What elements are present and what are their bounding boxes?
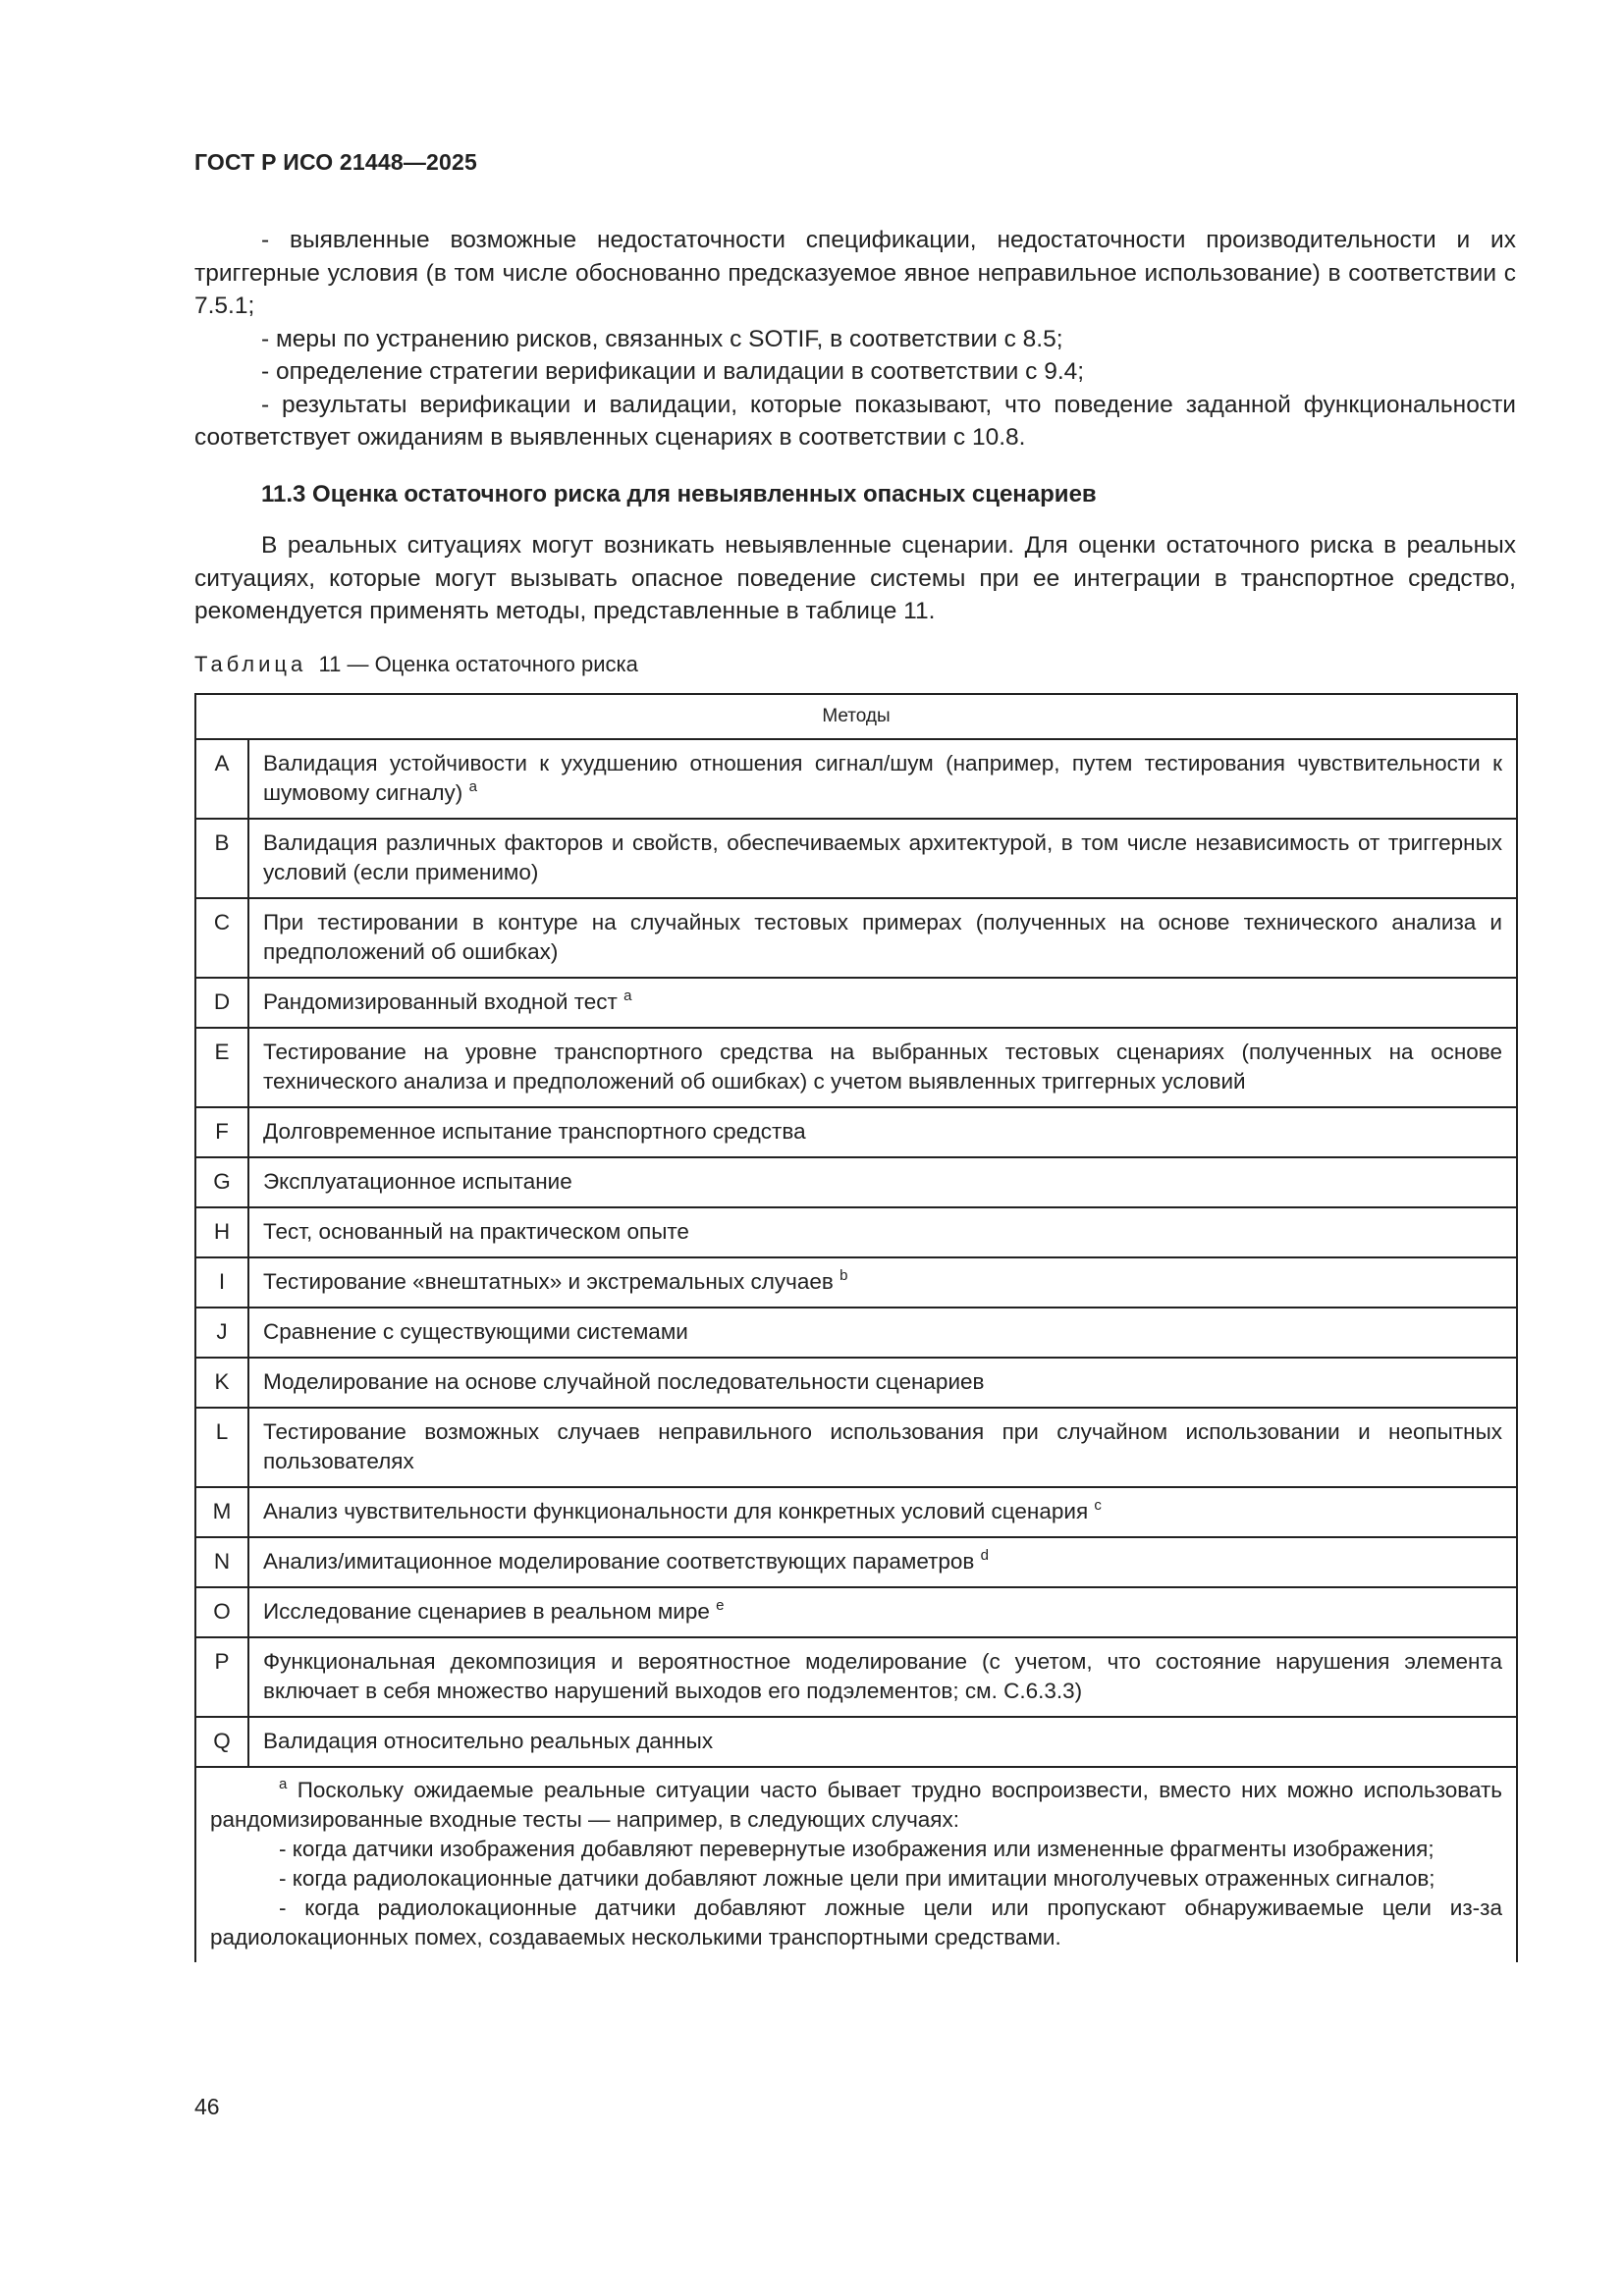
table-row (195, 1408, 1517, 1487)
method-description (248, 1637, 1517, 1717)
footnote-item: - когда датчики изображения добавляют перевернутые изображения или измененные фрагменты изображения; (279, 1837, 1435, 1861)
method-description (248, 1487, 1517, 1537)
method-letter: O (195, 1587, 248, 1637)
table-row (195, 1717, 1517, 1767)
list-item: - результаты верификации и валидации, которые показывают, что поведение заданной функциональности соответствует ожиданиям в выявленных сценариях в соответствии с 10.8. (194, 391, 1516, 451)
method-note-mark: c (1094, 1497, 1102, 1514)
table-row (195, 1207, 1517, 1257)
table-row (195, 739, 1517, 819)
method-letter: F (195, 1107, 248, 1157)
method-letter: B (195, 819, 248, 898)
table-row (195, 1157, 1517, 1207)
method-text: Анализ/имитационное моделирование соответствующих параметров (263, 1549, 975, 1574)
list-item: - определение стратегии верификации и валидации в соответствии с 9.4; (261, 358, 1085, 385)
method-letter: I (195, 1257, 248, 1308)
method-description (248, 978, 1517, 1028)
method-note-mark: a (468, 778, 477, 795)
method-letter: C (195, 898, 248, 978)
footnote-text: $^a$ Поскольку ожидаемые реальные ситуации часто бывает трудно воспроизвести, вместо них можно использовать рандомизированные входные тесты — например, в следующих случаях: (210, 1776, 1502, 1832)
method-text: Моделирование на основе случайной последовательности сценариев (263, 1369, 985, 1394)
section-heading: 11.3 Оценка остаточного риска для невыявленных опасных сценариев (261, 481, 1097, 507)
method-text: Тестирование на уровне транспортного средства на выбранных тестовых сценариях (полученных на основе технического анализа и предположений об ошибках) с учетом выявленных триггерных условий (263, 1040, 1502, 1094)
table-row (195, 1358, 1517, 1408)
method-letter: A (195, 739, 248, 819)
method-text: Функциональная декомпозиция и вероятностное моделирование (с учетом, что состояние нарушения элемента включает в себя множество нарушений выходов его подэлементов; см. С.6.3.3) (263, 1649, 1502, 1703)
method-text: Сравнение с существующими системами (263, 1319, 688, 1344)
method-description (248, 1358, 1517, 1408)
intro-list (194, 224, 1516, 454)
table-caption (194, 652, 638, 677)
method-description (248, 1157, 1517, 1207)
method-description (248, 1207, 1517, 1257)
footnote-item: - когда радиолокационные датчики добавляют ложные цели при имитации многолучевых отраженных сигналов; (279, 1866, 1435, 1891)
method-description (248, 1717, 1517, 1767)
method-description (248, 898, 1517, 978)
method-text: Долговременное испытание транспортного средства (263, 1119, 806, 1144)
method-letter: Q (195, 1717, 248, 1767)
list-item: - выявленные возможные недостаточности спецификации, недостаточности производительности и их триггерные условия (в том числе обоснованно предсказуемое явное неправильное использование) в соответствии с 7.5.1; (194, 227, 1516, 319)
method-letter: D (195, 978, 248, 1028)
method-text: Тест, основанный на практическом опыте (263, 1219, 689, 1244)
method-text: Рандомизированный входной тест (263, 989, 618, 1014)
method-note-mark: d (980, 1547, 989, 1564)
footnote-row (195, 1767, 1517, 1962)
table-row (195, 898, 1517, 978)
methods-table (194, 693, 1518, 1962)
method-text: Валидация различных факторов и свойств, обеспечиваемых архитектурой, в том числе независимость от триггерных условий (если применимо) (263, 830, 1502, 884)
table-header-row (195, 694, 1517, 739)
method-description (248, 1028, 1517, 1107)
section-paragraph-block (194, 529, 1516, 628)
method-note-mark: b (839, 1267, 848, 1284)
method-letter: M (195, 1487, 248, 1537)
method-letter: P (195, 1637, 248, 1717)
method-note-mark: e (716, 1597, 725, 1614)
table-row (195, 1107, 1517, 1157)
method-description (248, 819, 1517, 898)
footnote-item: - когда радиолокационные датчики добавляют ложные цели или пропускают обнаруживаемые цели из-за радиолокационных помех, создаваемых несколькими транспортными средствами. (210, 1896, 1502, 1949)
method-description (248, 1587, 1517, 1637)
section-paragraph: В реальных ситуациях могут возникать невыявленные сценарии. Для оценки остаточного риска в реальных ситуациях, которые могут вызывать опасное поведение системы при ее интеграции в транспортное средство, рекомендуется применять методы, представленные в таблице 11. (194, 532, 1516, 624)
method-letter: G (195, 1157, 248, 1207)
method-letter: N (195, 1537, 248, 1587)
list-item: - меры по устранению рисков, связанных с SOTIF, в соответствии с 8.5; (261, 325, 1063, 352)
method-text: Тестирование возможных случаев неправильного использования при случайном использовании и неопытных пользователях (263, 1419, 1502, 1473)
table-caption-label: Таблица (194, 652, 307, 676)
table-row (195, 1587, 1517, 1637)
footnote-mark: a (279, 1776, 288, 1792)
table-row (195, 978, 1517, 1028)
method-description (248, 1107, 1517, 1157)
method-text: Эксплуатационное испытание (263, 1169, 572, 1194)
method-letter: E (195, 1028, 248, 1107)
method-description (248, 739, 1517, 819)
method-letter: H (195, 1207, 248, 1257)
method-letter: L (195, 1408, 248, 1487)
table-row (195, 1257, 1517, 1308)
method-text: Валидация устойчивости к ухудшению отношения сигнал/шум (например, путем тестирования чувствительности к шумовому сигналу) (263, 751, 1502, 805)
table-body (195, 739, 1517, 1767)
table-row (195, 1537, 1517, 1587)
method-letter: J (195, 1308, 248, 1358)
method-text: Анализ чувствительности функциональности для конкретных условий сценария (263, 1499, 1089, 1523)
table-caption-text: 11 — Оценка остаточного риска (318, 652, 638, 676)
table-row (195, 1637, 1517, 1717)
table-row (195, 819, 1517, 898)
method-description (248, 1257, 1517, 1308)
method-description (248, 1408, 1517, 1487)
method-text: Тестирование «внештатных» и экстремальных случаев (263, 1269, 834, 1294)
document-header: ГОСТ Р ИСО 21448—2025 (194, 149, 478, 175)
table-footnote (195, 1767, 1517, 1962)
method-letter: K (195, 1358, 248, 1408)
table-header-methods: Методы (195, 694, 1517, 739)
table-row (195, 1308, 1517, 1358)
page-number: 46 (194, 2094, 220, 2119)
method-text: При тестировании в контуре на случайных тестовых примерах (полученных на основе технического анализа и предположений об ошибках) (263, 910, 1502, 964)
table-row (195, 1028, 1517, 1107)
method-text: Исследование сценариев в реальном мире (263, 1599, 710, 1624)
method-note-mark: a (623, 988, 632, 1004)
table-row (195, 1487, 1517, 1537)
method-description (248, 1308, 1517, 1358)
method-description (248, 1537, 1517, 1587)
method-text: Валидация относительно реальных данных (263, 1729, 714, 1753)
